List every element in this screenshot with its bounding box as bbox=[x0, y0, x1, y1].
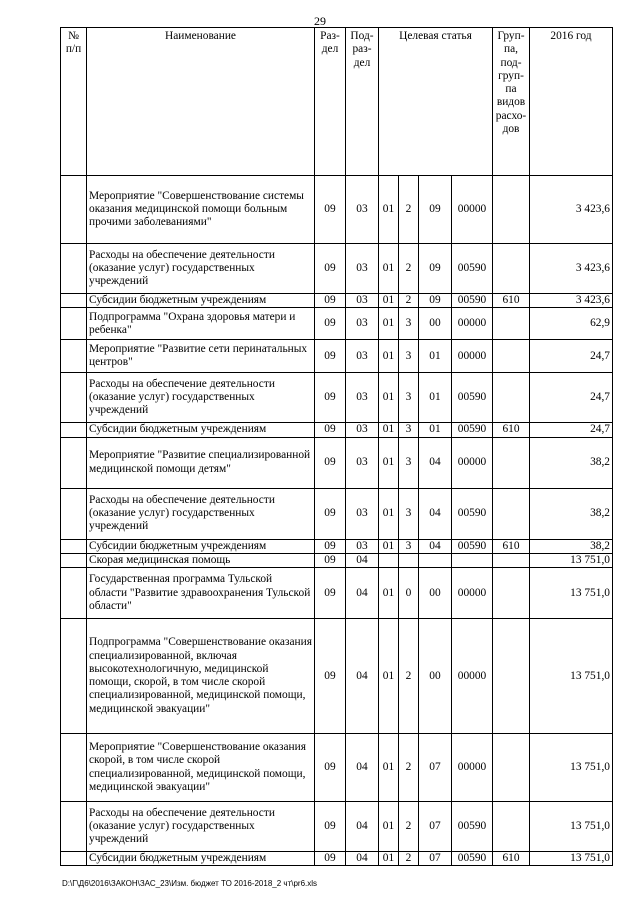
row-target-code-3: 00 bbox=[419, 568, 452, 619]
row-target-code-1: 01 bbox=[379, 244, 399, 294]
row-target-code-3: 01 bbox=[419, 423, 452, 437]
row-name: Скорая медицинская помощь bbox=[87, 553, 315, 567]
row-target-code-3: 00 bbox=[419, 619, 452, 734]
row-amount: 38,2 bbox=[530, 437, 613, 488]
row-expense-type bbox=[493, 340, 530, 373]
row-target-code-4: 00590 bbox=[452, 802, 493, 852]
row-expense-type bbox=[493, 553, 530, 567]
table-row bbox=[61, 294, 613, 308]
table-row bbox=[61, 437, 613, 488]
row-name: Подпрограмма "Совершенствование оказания специализированной, включая высокотехнологичную, медицинской помощи, скорой, в том числе скорой специализированной, медицинской помощи, медицинской эвакуации" bbox=[87, 619, 315, 734]
row-section: 09 bbox=[315, 437, 346, 488]
row-number bbox=[61, 734, 87, 802]
row-target-code-1: 01 bbox=[379, 423, 399, 437]
row-target-code-4: 00000 bbox=[452, 340, 493, 373]
row-section: 09 bbox=[315, 539, 346, 553]
row-target-code-4: 00590 bbox=[452, 373, 493, 423]
row-subsection: 03 bbox=[346, 244, 379, 294]
row-name: Субсидии бюджетным учреждениям bbox=[87, 539, 315, 553]
table-row bbox=[61, 734, 613, 802]
row-section: 09 bbox=[315, 802, 346, 852]
row-amount: 13 751,0 bbox=[530, 852, 613, 866]
budget-table bbox=[60, 27, 613, 866]
row-target-code-2: 2 bbox=[399, 244, 419, 294]
row-expense-type bbox=[493, 176, 530, 244]
row-target-code-3: 09 bbox=[419, 176, 452, 244]
row-target-code-1: 01 bbox=[379, 373, 399, 423]
header-num: № п/п bbox=[61, 28, 87, 176]
row-target-code-4: 00590 bbox=[452, 423, 493, 437]
row-target-code-3 bbox=[419, 553, 452, 567]
row-target-code-2: 2 bbox=[399, 852, 419, 866]
row-target-code-3: 04 bbox=[419, 437, 452, 488]
row-name: Расходы на обеспечение деятельности (оказание услуг) государственных учреждений bbox=[87, 244, 315, 294]
row-subsection: 03 bbox=[346, 176, 379, 244]
row-subsection: 03 bbox=[346, 373, 379, 423]
row-subsection: 03 bbox=[346, 539, 379, 553]
row-number bbox=[61, 488, 87, 539]
row-target-code-3: 09 bbox=[419, 294, 452, 308]
row-subsection: 04 bbox=[346, 852, 379, 866]
row-target-code-3: 07 bbox=[419, 734, 452, 802]
row-section: 09 bbox=[315, 294, 346, 308]
row-amount: 13 751,0 bbox=[530, 568, 613, 619]
row-subsection: 04 bbox=[346, 802, 379, 852]
row-target-code-3: 00 bbox=[419, 308, 452, 340]
table-row bbox=[61, 373, 613, 423]
table-row bbox=[61, 802, 613, 852]
row-target-code-4: 00590 bbox=[452, 294, 493, 308]
table-row bbox=[61, 423, 613, 437]
row-target-code-4: 00590 bbox=[452, 244, 493, 294]
table-row bbox=[61, 176, 613, 244]
table-row bbox=[61, 340, 613, 373]
row-number bbox=[61, 619, 87, 734]
row-name: Мероприятие "Развитие сети перинатальных центров" bbox=[87, 340, 315, 373]
row-amount: 38,2 bbox=[530, 488, 613, 539]
row-expense-type bbox=[493, 488, 530, 539]
header-subsection: Под-раз-дел bbox=[346, 28, 379, 176]
row-amount: 13 751,0 bbox=[530, 553, 613, 567]
row-name: Мероприятие "Совершенствование системы оказания медицинской помощи больным прочими заболеваниями" bbox=[87, 176, 315, 244]
row-target-code-2: 3 bbox=[399, 539, 419, 553]
table-row bbox=[61, 568, 613, 619]
row-name: Государственная программа Тульской области "Развитие здравоохранения Тульской области" bbox=[87, 568, 315, 619]
row-number bbox=[61, 437, 87, 488]
row-section: 09 bbox=[315, 373, 346, 423]
row-name: Субсидии бюджетным учреждениям bbox=[87, 423, 315, 437]
row-section: 09 bbox=[315, 568, 346, 619]
row-target-code-3: 07 bbox=[419, 852, 452, 866]
row-expense-type bbox=[493, 619, 530, 734]
row-expense-type bbox=[493, 308, 530, 340]
row-target-code-1: 01 bbox=[379, 488, 399, 539]
row-target-code-2: 2 bbox=[399, 176, 419, 244]
row-amount: 3 423,6 bbox=[530, 294, 613, 308]
row-target-code-3: 01 bbox=[419, 340, 452, 373]
row-subsection: 04 bbox=[346, 553, 379, 567]
table-row bbox=[61, 488, 613, 539]
row-target-code-1: 01 bbox=[379, 340, 399, 373]
row-number bbox=[61, 340, 87, 373]
table-row bbox=[61, 619, 613, 734]
row-amount: 24,7 bbox=[530, 373, 613, 423]
row-target-code-2: 2 bbox=[399, 619, 419, 734]
row-target-code-4: 00590 bbox=[452, 488, 493, 539]
row-target-code-2: 3 bbox=[399, 308, 419, 340]
row-expense-type: 610 bbox=[493, 423, 530, 437]
row-subsection: 04 bbox=[346, 619, 379, 734]
row-subsection: 03 bbox=[346, 340, 379, 373]
row-amount: 13 751,0 bbox=[530, 734, 613, 802]
row-number bbox=[61, 308, 87, 340]
row-expense-type bbox=[493, 244, 530, 294]
row-target-code-2: 3 bbox=[399, 373, 419, 423]
table-row bbox=[61, 539, 613, 553]
row-expense-type: 610 bbox=[493, 852, 530, 866]
row-number bbox=[61, 568, 87, 619]
row-target-code-1: 01 bbox=[379, 294, 399, 308]
row-number bbox=[61, 539, 87, 553]
row-target-code-2: 3 bbox=[399, 423, 419, 437]
header-section: Раз-дел bbox=[315, 28, 346, 176]
table-row bbox=[61, 244, 613, 294]
table-row bbox=[61, 852, 613, 866]
row-target-code-2: 0 bbox=[399, 568, 419, 619]
row-target-code-1: 01 bbox=[379, 176, 399, 244]
row-amount: 3 423,6 bbox=[530, 244, 613, 294]
row-section: 09 bbox=[315, 340, 346, 373]
row-target-code-4: 00000 bbox=[452, 176, 493, 244]
row-subsection: 03 bbox=[346, 488, 379, 539]
row-number bbox=[61, 294, 87, 308]
row-target-code-3: 07 bbox=[419, 802, 452, 852]
row-target-code-1: 01 bbox=[379, 437, 399, 488]
row-section: 09 bbox=[315, 852, 346, 866]
row-target-code-1: 01 bbox=[379, 539, 399, 553]
row-number bbox=[61, 852, 87, 866]
row-amount: 24,7 bbox=[530, 340, 613, 373]
table-row bbox=[61, 308, 613, 340]
row-expense-type bbox=[493, 734, 530, 802]
row-section: 09 bbox=[315, 553, 346, 567]
header-expense-group: Груп-па, под-груп-па видов расхо-дов bbox=[493, 28, 530, 176]
row-amount: 3 423,6 bbox=[530, 176, 613, 244]
row-subsection: 04 bbox=[346, 568, 379, 619]
row-target-code-3: 01 bbox=[419, 373, 452, 423]
table-row bbox=[61, 553, 613, 567]
row-target-code-3: 04 bbox=[419, 488, 452, 539]
row-amount: 62,9 bbox=[530, 308, 613, 340]
row-number bbox=[61, 373, 87, 423]
row-target-code-3: 09 bbox=[419, 244, 452, 294]
row-target-code-1: 01 bbox=[379, 802, 399, 852]
row-expense-type bbox=[493, 802, 530, 852]
row-name: Подпрограмма "Охрана здоровья матери и ребенка" bbox=[87, 308, 315, 340]
row-amount: 13 751,0 bbox=[530, 802, 613, 852]
row-number bbox=[61, 802, 87, 852]
row-subsection: 03 bbox=[346, 294, 379, 308]
row-target-code-4: 00000 bbox=[452, 568, 493, 619]
row-expense-type bbox=[493, 437, 530, 488]
row-section: 09 bbox=[315, 423, 346, 437]
row-name: Субсидии бюджетным учреждениям bbox=[87, 294, 315, 308]
row-target-code-1: 01 bbox=[379, 852, 399, 866]
row-expense-type: 610 bbox=[493, 294, 530, 308]
row-subsection: 04 bbox=[346, 734, 379, 802]
row-amount: 24,7 bbox=[530, 423, 613, 437]
row-target-code-4 bbox=[452, 553, 493, 567]
row-target-code-1: 01 bbox=[379, 619, 399, 734]
row-section: 09 bbox=[315, 488, 346, 539]
row-target-code-4: 00000 bbox=[452, 308, 493, 340]
row-target-code-4: 00000 bbox=[452, 734, 493, 802]
header-target-article: Целевая статья bbox=[379, 28, 493, 176]
row-target-code-1: 01 bbox=[379, 568, 399, 619]
row-target-code-4: 00000 bbox=[452, 437, 493, 488]
row-number bbox=[61, 553, 87, 567]
row-name: Мероприятие "Совершенствование оказания скорой, в том числе скорой специализированной, медицинской помощи, медицинской эвакуации" bbox=[87, 734, 315, 802]
row-target-code-2: 2 bbox=[399, 734, 419, 802]
row-target-code-2: 3 bbox=[399, 340, 419, 373]
header-name: Наименование bbox=[87, 28, 315, 176]
row-name: Расходы на обеспечение деятельности (оказание услуг) государственных учреждений bbox=[87, 373, 315, 423]
row-section: 09 bbox=[315, 176, 346, 244]
row-target-code-2: 3 bbox=[399, 437, 419, 488]
row-name: Субсидии бюджетным учреждениям bbox=[87, 852, 315, 866]
row-target-code-2 bbox=[399, 553, 419, 567]
row-target-code-2: 3 bbox=[399, 488, 419, 539]
header-year: 2016 год bbox=[530, 28, 613, 176]
row-section: 09 bbox=[315, 734, 346, 802]
row-target-code-3: 04 bbox=[419, 539, 452, 553]
row-target-code-4: 00590 bbox=[452, 852, 493, 866]
row-target-code-1: 01 bbox=[379, 308, 399, 340]
row-section: 09 bbox=[315, 244, 346, 294]
row-subsection: 03 bbox=[346, 423, 379, 437]
row-name: Расходы на обеспечение деятельности (оказание услуг) государственных учреждений bbox=[87, 488, 315, 539]
row-target-code-1: 01 bbox=[379, 734, 399, 802]
row-target-code-2: 2 bbox=[399, 294, 419, 308]
row-section: 09 bbox=[315, 619, 346, 734]
row-subsection: 03 bbox=[346, 308, 379, 340]
row-target-code-4: 00590 bbox=[452, 539, 493, 553]
header-row bbox=[61, 28, 613, 176]
table-body bbox=[61, 176, 613, 866]
row-target-code-2: 2 bbox=[399, 802, 419, 852]
row-number bbox=[61, 423, 87, 437]
row-target-code-1 bbox=[379, 553, 399, 567]
row-amount: 13 751,0 bbox=[530, 619, 613, 734]
file-path-footer: D:\Г\Д6\2016\ЗАКОН\ЗАС_23\Изм. бюджет ТО 2016-2018_2 чт\pr6.xls bbox=[62, 879, 318, 888]
row-expense-type: 610 bbox=[493, 539, 530, 553]
row-name: Расходы на обеспечение деятельности (оказание услуг) государственных учреждений bbox=[87, 802, 315, 852]
row-expense-type bbox=[493, 373, 530, 423]
row-expense-type bbox=[493, 568, 530, 619]
row-number bbox=[61, 176, 87, 244]
row-amount: 38,2 bbox=[530, 539, 613, 553]
row-target-code-4: 00000 bbox=[452, 619, 493, 734]
row-subsection: 03 bbox=[346, 437, 379, 488]
row-name: Мероприятие "Развитие специализированной медицинской помощи детям" bbox=[87, 437, 315, 488]
page-number: 29 bbox=[314, 14, 326, 28]
row-number bbox=[61, 244, 87, 294]
row-section: 09 bbox=[315, 308, 346, 340]
